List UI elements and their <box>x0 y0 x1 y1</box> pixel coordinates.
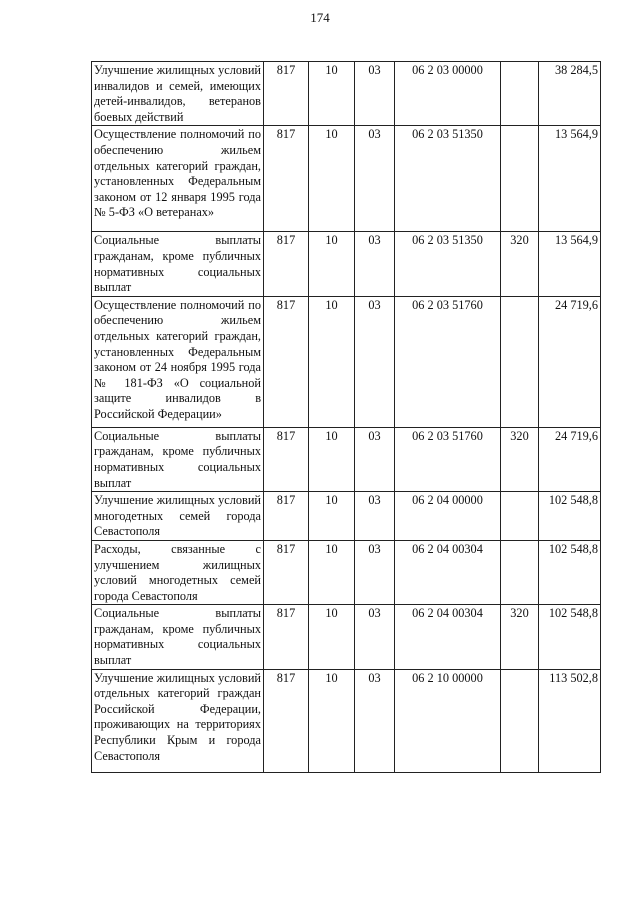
section-code-cell: 10 <box>309 296 355 427</box>
table-row <box>92 62 601 126</box>
amount-cell: 102 548,8 <box>539 540 601 604</box>
expense-type-cell: 320 <box>501 232 539 296</box>
subsection-code-cell: 03 <box>355 62 395 126</box>
amount-cell: 102 548,8 <box>539 492 601 541</box>
subsection-code-cell: 03 <box>355 492 395 541</box>
subsection-code-cell: 03 <box>355 427 395 491</box>
target-article-cell: 06 2 03 51760 <box>395 427 501 491</box>
ministry-code-cell: 817 <box>264 605 309 669</box>
expense-type-cell <box>501 492 539 541</box>
page-number: 174 <box>310 10 330 25</box>
ministry-code-cell: 817 <box>264 669 309 772</box>
section-code-cell: 10 <box>309 492 355 541</box>
expense-name-cell: Улучшение жилищных условий отдельных категорий граждан Российской Федерации, проживающих на территориях Республики Крым и города Севастополя <box>92 669 264 772</box>
subsection-code-cell: 03 <box>355 232 395 296</box>
target-article-cell: 06 2 03 51760 <box>395 296 501 427</box>
expense-type-cell <box>501 669 539 772</box>
table-row <box>92 427 601 491</box>
target-article-cell: 06 2 03 51350 <box>395 126 501 232</box>
ministry-code-cell: 817 <box>264 427 309 491</box>
section-code-cell: 10 <box>309 540 355 604</box>
amount-cell: 38 284,5 <box>539 62 601 126</box>
section-code-cell: 10 <box>309 427 355 491</box>
subsection-code-cell: 03 <box>355 540 395 604</box>
ministry-code-cell: 817 <box>264 232 309 296</box>
ministry-code-cell: 817 <box>264 296 309 427</box>
amount-cell: 24 719,6 <box>539 296 601 427</box>
budget-table <box>91 61 601 773</box>
expense-type-cell <box>501 126 539 232</box>
expense-name-cell: Социальные выплаты гражданам, кроме публичных нормативных социальных выплат <box>92 605 264 669</box>
expense-type-cell: 320 <box>501 427 539 491</box>
subsection-code-cell: 03 <box>355 296 395 427</box>
target-article-cell: 06 2 03 00000 <box>395 62 501 126</box>
expense-type-cell <box>501 296 539 427</box>
target-article-cell: 06 2 04 00000 <box>395 492 501 541</box>
section-code-cell: 10 <box>309 232 355 296</box>
expense-name-cell: Осуществление полномочий по обеспечению жильем отдельных категорий граждан, установленных Федеральным законом от 24 ноября 1995 года № 181-ФЗ «О социальной защите инвалидов в Российской Федерации» <box>92 296 264 427</box>
target-article-cell: 06 2 10 00000 <box>395 669 501 772</box>
amount-cell: 24 719,6 <box>539 427 601 491</box>
table-row <box>92 232 601 296</box>
amount-cell: 113 502,8 <box>539 669 601 772</box>
ministry-code-cell: 817 <box>264 540 309 604</box>
target-article-cell: 06 2 04 00304 <box>395 540 501 604</box>
subsection-code-cell: 03 <box>355 126 395 232</box>
table-row <box>92 669 601 772</box>
expense-type-cell <box>501 62 539 126</box>
table-row <box>92 605 601 669</box>
amount-cell: 13 564,9 <box>539 232 601 296</box>
expense-type-cell <box>501 540 539 604</box>
ministry-code-cell: 817 <box>264 126 309 232</box>
section-code-cell: 10 <box>309 62 355 126</box>
expense-name-cell: Улучшение жилищных условий многодетных семей города Севастополя <box>92 492 264 541</box>
subsection-code-cell: 03 <box>355 605 395 669</box>
section-code-cell: 10 <box>309 669 355 772</box>
amount-cell: 13 564,9 <box>539 126 601 232</box>
table-row <box>92 492 601 541</box>
ministry-code-cell: 817 <box>264 492 309 541</box>
target-article-cell: 06 2 04 00304 <box>395 605 501 669</box>
section-code-cell: 10 <box>309 605 355 669</box>
subsection-code-cell: 03 <box>355 669 395 772</box>
table-row <box>92 296 601 427</box>
table-row <box>92 126 601 232</box>
expense-name-cell: Социальные выплаты гражданам, кроме публичных нормативных социальных выплат <box>92 427 264 491</box>
section-code-cell: 10 <box>309 126 355 232</box>
table-row <box>92 540 601 604</box>
ministry-code-cell: 817 <box>264 62 309 126</box>
amount-cell: 102 548,8 <box>539 605 601 669</box>
expense-name-cell: Осуществление полномочий по обеспечению жильем отдельных категорий граждан, установленных Федеральным законом от 12 января 1995 года № 5-ФЗ «О ветеранах» <box>92 126 264 232</box>
expense-type-cell: 320 <box>501 605 539 669</box>
expense-name-cell: Социальные выплаты гражданам, кроме публичных нормативных социальных выплат <box>92 232 264 296</box>
target-article-cell: 06 2 03 51350 <box>395 232 501 296</box>
expense-name-cell: Улучшение жилищных условий инвалидов и семей, имеющих детей-инвалидов, ветеранов боевых действий <box>92 62 264 126</box>
expense-name-cell: Расходы, связанные с улучшением жилищных условий многодетных семей города Севастополя <box>92 540 264 604</box>
